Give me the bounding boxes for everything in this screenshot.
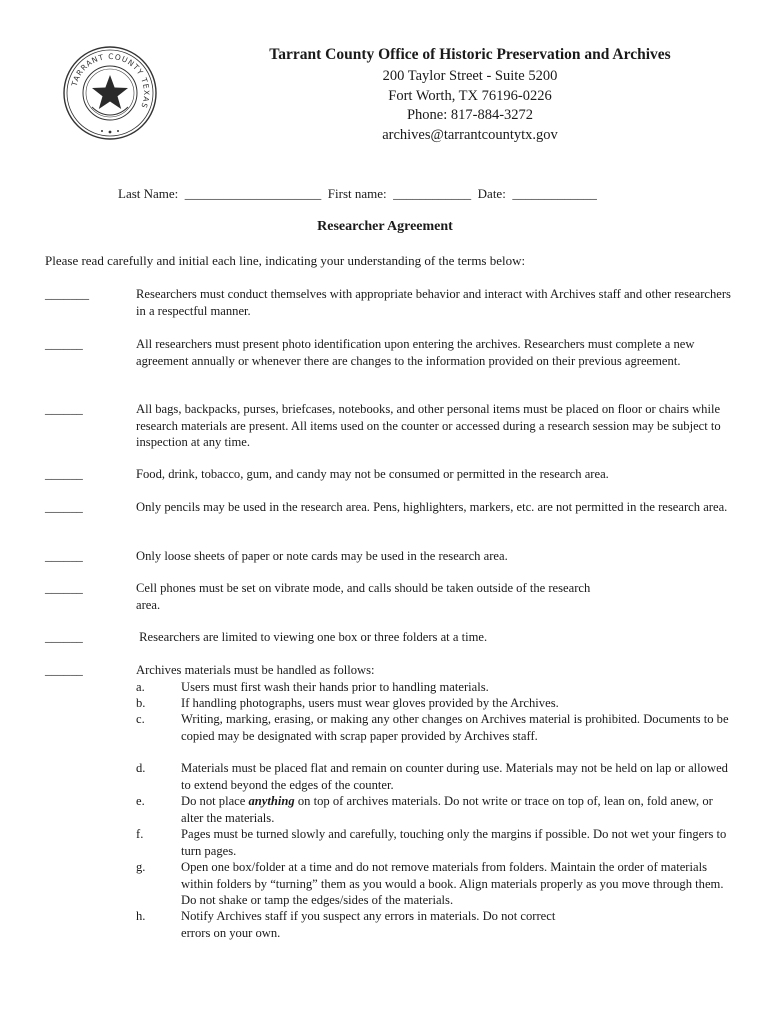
term-text: Archives materials must be handled as follows: <box>136 663 375 677</box>
initial-blank[interactable]: ______ <box>45 549 83 563</box>
phone-number: Phone: 817-884-3272 <box>406 107 534 123</box>
county-seal-logo <box>62 45 158 141</box>
rule-letter: g. <box>136 860 146 874</box>
initial-blank[interactable]: ______ <box>45 630 83 644</box>
term-text: All bags, backpacks, purses, briefcases, notebooks, and other personal items must be placed on floor or chairs while research materials are present. All items used on the counter or accessed during a research session may be subject to inspection at any time. <box>136 402 721 449</box>
star-seal-icon <box>62 45 158 141</box>
term-text: Only pencils may be used in the research area. Pens, highlighters, markers, etc. are not permitted in the research area. <box>136 500 728 514</box>
initial-blank[interactable]: ______ <box>45 337 83 351</box>
date-field[interactable]: _____________ <box>512 186 597 201</box>
rule-text-before: Do not place <box>181 794 249 808</box>
last-name-field[interactable]: _____________________ <box>184 186 322 201</box>
initial-blank[interactable]: ______ <box>45 402 83 416</box>
letterhead <box>200 46 740 145</box>
initial-blank[interactable]: _______ <box>45 287 90 301</box>
form-title: Researcher Agreement <box>317 219 453 234</box>
term-text: Cell phones must be set on vibrate mode, and calls should be taken outside of the research area. <box>136 581 591 612</box>
last-name-label: Last Name: <box>118 186 179 201</box>
first-name-label: First name: <box>327 186 387 201</box>
rule-letter: d. <box>136 761 146 775</box>
rule-text <box>181 793 731 826</box>
term-text: Researchers must conduct themselves with appropriate behavior and interact with Archives staff and other researchers in a respectful manner. <box>136 287 731 318</box>
initial-blank[interactable]: ______ <box>45 581 83 595</box>
rule-text: Writing, marking, erasing, or making any other changes on Archives material is prohibited. Documents to be copied may be designated with scrap paper provided by Archives staff. <box>181 712 729 743</box>
term-text: Food, drink, tobacco, gum, and candy may not be consumed or permitted in the research area. <box>136 467 609 481</box>
rule-text: Users must first wash their hands prior to handling materials. <box>181 680 489 694</box>
emphasis-anything: anything <box>248 794 295 808</box>
rule-text: Pages must be turned slowly and carefully, touching only the margins if possible. Do not wet your fingers to turn pages. <box>181 827 727 858</box>
rule-text: Materials must be placed flat and remain on counter during use. Materials may not be held on lap or allowed to extend beyond the edges of the counter. <box>181 761 728 792</box>
rule-text: Notify Archives staff if you suspect any errors in materials. Do not correct errors on your own. <box>181 909 556 940</box>
rule-text: Open one box/folder at a time and do not remove materials from folders. Maintain the order of materials within folders by “turning” them as you would a book. Align materials properly as you move through them. Do not shake or tamp the edges/sides of the materials. <box>181 860 724 907</box>
address-line-2: Fort Worth, TX 76196-0226 <box>388 87 552 104</box>
email-address: archives@tarrantcountytx.gov <box>382 126 558 143</box>
rule-letter: b. <box>136 696 146 710</box>
rule-text-after: on top of archives materials. Do not write or trace on top of, lean on, fold anew, or alter the materials. <box>181 794 713 825</box>
seal-ring-text: TARRANT COUNTY TEXAS <box>69 51 152 111</box>
term-text: All researchers must present photo identification upon entering the archives. Researchers must complete a new agreement annually or whenever there are changes to the information provided on their previous agreement. <box>136 337 695 368</box>
date-label: Date: <box>477 186 506 201</box>
organization-name: Tarrant County Office of Historic Preservation and Archives <box>269 46 671 63</box>
initial-blank[interactable]: ______ <box>45 500 83 514</box>
researcher-info-fields <box>118 186 597 202</box>
rule-letter: h. <box>136 909 146 923</box>
instructions-text: Please read carefully and initial each line, indicating your understanding of the terms below: <box>45 253 526 268</box>
term-text: Only loose sheets of paper or note cards may be used in the research area. <box>136 549 508 563</box>
rule-text: If handling photographs, users must wear gloves provided by the Archives. <box>181 696 559 710</box>
rule-letter: a. <box>136 680 145 694</box>
first-name-field[interactable]: ____________ <box>393 186 472 201</box>
address-line-1: 200 Taylor Street - Suite 5200 <box>382 68 558 84</box>
rule-letter: c. <box>136 712 145 726</box>
rule-letter: f. <box>136 827 144 841</box>
rule-letter: e. <box>136 794 145 808</box>
initial-blank[interactable]: ______ <box>45 467 83 481</box>
initial-blank[interactable]: ______ <box>45 663 83 677</box>
term-text: Researchers are limited to viewing one box or three folders at a time. <box>136 630 488 644</box>
